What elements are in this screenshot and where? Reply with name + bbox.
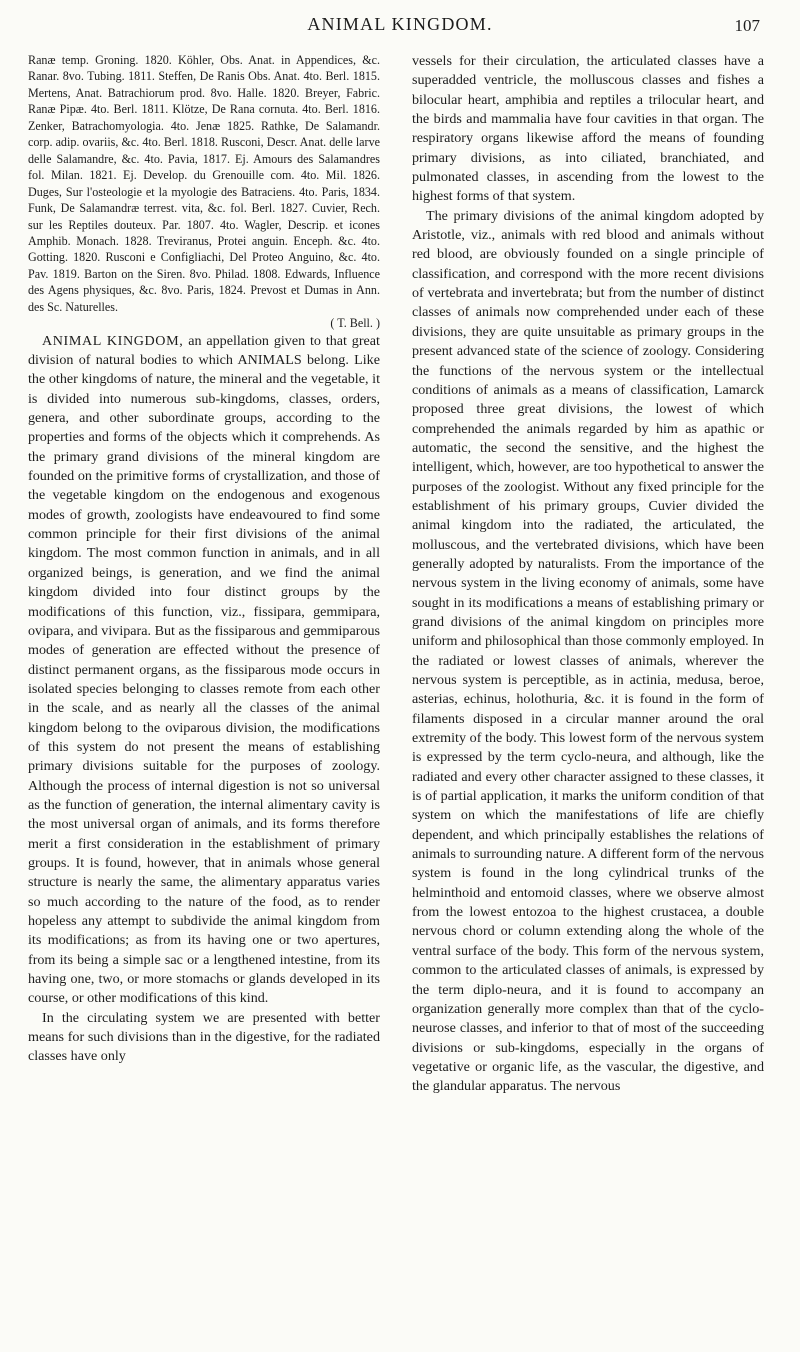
- page-number: 107: [734, 16, 760, 35]
- paragraph-2-continued: vessels for their circulation, the articulated classes have a superadded ventricle, the molluscous classes and fishes a bilocular heart, amphibia and reptiles a trilocular heart, and the birds and mammalia have four cavities in that organ. The respiratory organs likewise afford the means of founding primary divisions, as into ciliated, branchiated, and pulmonated classes, in ascending from the lowest to the highest forms of that system.: [412, 53, 764, 205]
- paragraph-1-text: an appellation given to that great division of natural bodies to which ANIMALS belong. Like the other kingdoms of nature, the mineral and the vegetable, it is divided into numerous sub-kingdoms, classes, orders, genera, and other subordinate groups, according to the properties and forms of the objects which it comprehends. As the primary grand divisions of the mineral kingdom are founded on the primitive forms of crystallization, and those of the vegetable kingdom on the endogenous and exogenous modes of growth, zoologists have endeavoured to find some common principle for their first divisions of the animal kingdom. The most common function in animals, and in all organized beings, is generation, and we find the animal kingdom divided into four distinct groups by the modifications of this function, viz., fissipara, gemmipara, ovipara, and vivipara. But as the fissiparous and gemmiparous modes of generation are effected without the presence of distinct permanent organs, as the fissiparous mode occurs in isolated species belonging to classes remote from each other in the scale, and as nearly all the classes of the animal kingdom belong to the oviparous division, the modifications of this system do not present the means of establishing primary divisions suitable for the purposes of zoology. Although the process of internal digestion is not so universal as the function of generation, the internal alimentary cavity is the most universal organ of animals, and its forms therefore merit a first consideration in the establishment of primary groups. It is found, however, that in animals whose general structure is nearly the same, the alimentary apparatus varies so much according to the nature of the food, as to render hopeless any attempt to subdivide the animal kingdom from its modifications; as from its having one or two apertures, from its being a simple sac or a lengthened intestine, from its having one, two, or more stomachs or glands developed in its course, or other modifications of this kind.: [28, 332, 380, 1007]
- running-title: ANIMAL KINGDOM.: [307, 14, 493, 34]
- entry-heading: ANIMAL KINGDOM,: [42, 332, 184, 349]
- paragraph-2-start: In the circulating system we are presented with better means for such divisions than in the digestive, for the radiated classes have only: [28, 1009, 380, 1065]
- right-column: [412, 52, 764, 1097]
- paragraph-3: The primary divisions of the animal kingdom adopted by Aristotle, viz., animals with red blood and animals without red blood, are obviously founded on a single principle of classification, and correspond with the more recent divisions of vertebrata and invertebrata; but from the number of distinct classes of animals now comprehended under each of these divisions, they are quite unsuitable as primary groups in the present advanced state of the science of zoology. Considering the functions of the nervous system or the intellectual conditions of animals as a means of classification, Lamarck proposed three great divisions, the lowest of which comprehended the animals regarded by him as apathic or automatic, the second the sensitive, and the highest the intelligent, which, however, are too hypothetical to answer the purposes of the zoologist. Without any fixed principle for the establishment of his primary groups, Cuvier divided the animal kingdom into the radiated, the articulated, the molluscous, and the vertebrated divisions, which have been generally adopted by naturalists. From the importance of the nervous system in the living economy of animals, some have sought in its modifications a means of establishing primary or grand divisions of the animal kingdom on principles more uniform and philosophical than those commonly employed. In the radiated or lowest classes of animals, wherever the nervous system is perceptible, as in actinia, medusa, beroe, asterias, echinus, holothuria, &c. it is found in the form of filaments disposed in a circular manner around the oral extremity of the body. This lowest form of the nervous system is expressed by the term cyclo-neura, and although, like the radiated and every other character assigned to these classes, it is of partial application, it marks the uniform condition of that system on which the manifestations of life are chiefly dependent, and which principally establishes the relations of animals to surrounding nature. A different form of the nervous system is found in the long cylindrical trunks of the helminthoid and entomoid classes, where we observe almost from the lowest entozoa to the highest crustacea, a double nervous chord or column extending along the whole of the ventral surface of the body. This form of the nervous system, common to the articulated classes of animals, is expressed by the term diplo-neura, and it is found to accompany an organization generally more complex than that of the cyclo-neurose classes, and inferior to that of most of the succeeding divisions or sub-kingdoms, especially in the organs of vegetative or organic life, as the vascular, the digestive, and the glandular apparatus. The nervous: [412, 207, 764, 1095]
- left-column: [28, 52, 380, 1067]
- entry-paragraph-1: [28, 332, 380, 1009]
- references-author: ( T. Bell. ): [330, 316, 380, 331]
- references-block: Ranæ temp. Groning. 1820. Köhler, Obs. Anat. in Appendices, &c. Ranar. 8vo. Tubing. 1811. Steffen, De Ranis Obs. Anat. 4to. Berl. 1815. Mertens, Anat. Batrachiorum prod. 8vo. Halle. 1820. Breyer, Fabric. Ranæ Pipæ. 4to. Berl. 1811. Klötze, De Rana cornuta. 4to. Berl. 1816. Zenker, Batrachomyologia. 4to. Jenæ 1825. Rathke, De Salamandr. corp. adip. ovariis, &c. 4to. Berl. 1818. Rusconi, Descr. Anat. delle larve delle Salamandre, &c. 4to. Pavia, 1817. Ej. Amours des Salamandres fol. Milan. 1821. Ej. Develop. du Grenouille com. 4to. Mil. 1826. Duges, Sur l'osteologie et la myologie des Batraciens. 4to. Paris, 1834. Funk, De Salamandræ terrest. vita, &c. fol. Berl. 1827. Cuvier, Rech. sur les Reptiles douteux. Par. 1807. 4to. Wagler, Descrip. et icones Amphib. Monach. 1828. Treviranus, Protei anguin. Enceph. &c. 4to. Gotting. 1820. Rusconi e Configliachi, Del Proteo Anguino, &c. 4to. Pav. 1819. Barton on the Siren. 8vo. Philad. 1808. Edwards, Influence des Agens physiques, &c. 8vo. Paris, 1824. Prevost et Dumas in Ann. des Sc. Naturelles.: [28, 53, 380, 314]
- page-header: [0, 14, 800, 44]
